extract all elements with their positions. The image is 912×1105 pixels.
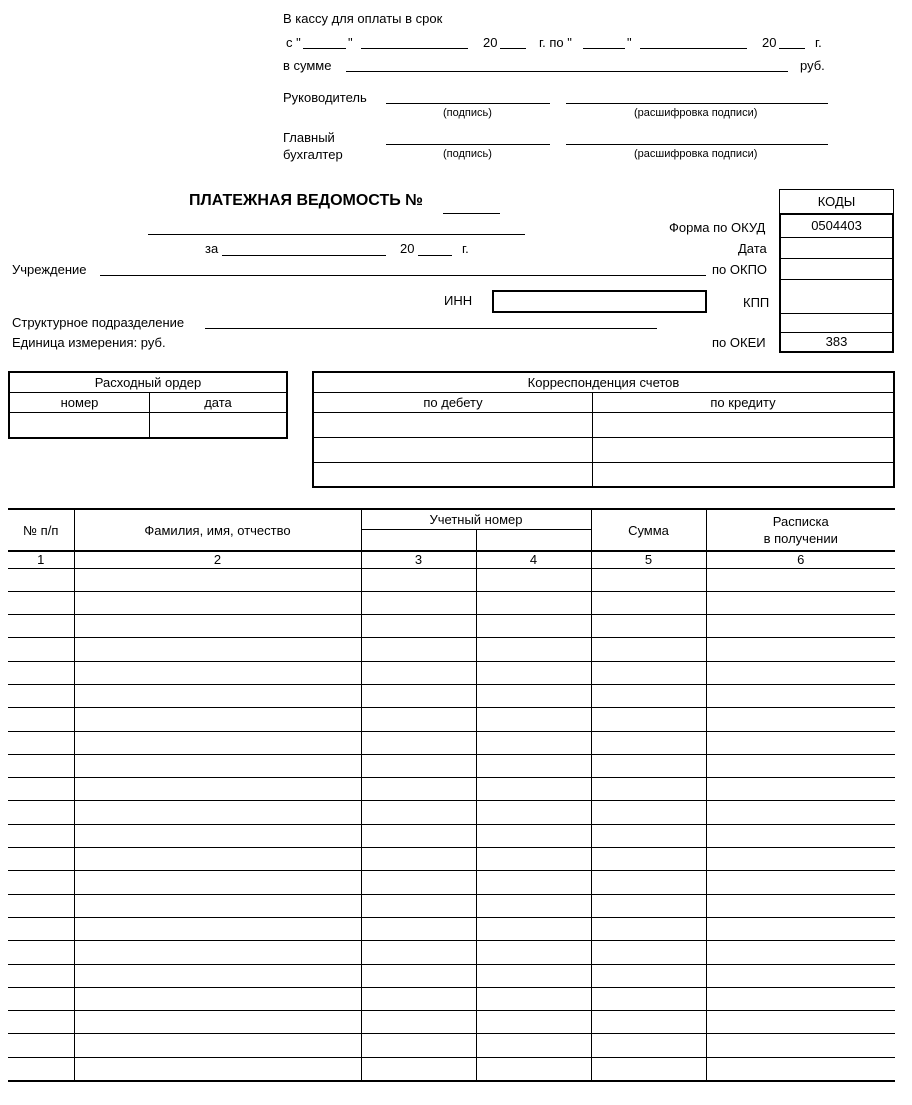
table-cell[interactable]: [361, 1011, 476, 1034]
table-cell[interactable]: [706, 661, 895, 684]
table-cell[interactable]: [74, 708, 361, 731]
table-cell[interactable]: [8, 1034, 74, 1057]
table-cell[interactable]: [476, 871, 591, 894]
table-cell[interactable]: [361, 801, 476, 824]
table-cell[interactable]: [476, 754, 591, 777]
table-cell[interactable]: [74, 1034, 361, 1057]
table-cell[interactable]: [476, 568, 591, 591]
table-cell[interactable]: [8, 684, 74, 707]
codes-inner: [779, 213, 894, 353]
credit-cell[interactable]: [593, 462, 895, 487]
table-cell[interactable]: [591, 848, 706, 871]
table-cell[interactable]: [74, 615, 361, 638]
expense-order-title: Расходный ордер: [9, 372, 287, 392]
table-cell[interactable]: [476, 731, 591, 754]
table-cell[interactable]: [74, 964, 361, 987]
col-receipt-header: [706, 509, 895, 551]
period-year-field[interactable]: [418, 255, 452, 256]
table-cell[interactable]: [8, 731, 74, 754]
table-cell[interactable]: [8, 824, 74, 847]
table-cell[interactable]: [476, 824, 591, 847]
period-year-prefix: 20: [400, 241, 415, 256]
table-cell[interactable]: [8, 871, 74, 894]
institution-field[interactable]: [100, 275, 706, 276]
table-cell[interactable]: [8, 964, 74, 987]
table-cell[interactable]: [74, 941, 361, 964]
table-cell[interactable]: [74, 894, 361, 917]
expense-order-date-cell[interactable]: [150, 412, 288, 438]
table-cell[interactable]: [476, 778, 591, 801]
table-cell[interactable]: [361, 568, 476, 591]
table-cell[interactable]: [706, 1034, 895, 1057]
document-title: ПЛАТЕЖНАЯ ВЕДОМОСТЬ №: [189, 192, 423, 209]
period-field[interactable]: [222, 255, 386, 256]
table-cell[interactable]: [8, 1057, 74, 1080]
table-cell[interactable]: [74, 591, 361, 614]
to-label: г. по ": [539, 35, 572, 50]
table-cell[interactable]: [591, 661, 706, 684]
manager-decode-field[interactable]: [566, 103, 828, 104]
table-cell[interactable]: [706, 778, 895, 801]
table-cell[interactable]: [591, 871, 706, 894]
table-row: [8, 1057, 895, 1080]
from-label: с ": [286, 35, 301, 50]
table-cell[interactable]: [476, 1034, 591, 1057]
table-cell[interactable]: [476, 615, 591, 638]
table-row: [8, 987, 895, 1010]
unit-of-measure: Единица измерения: руб.: [12, 335, 166, 350]
from-month-field[interactable]: [361, 48, 468, 49]
expense-order-number-cell[interactable]: [9, 412, 150, 438]
table-cell[interactable]: [8, 778, 74, 801]
table-cell[interactable]: [361, 1034, 476, 1057]
table-row: [8, 615, 895, 638]
table-row: [8, 1034, 895, 1057]
expense-order-table: [8, 371, 288, 439]
table-cell[interactable]: [74, 801, 361, 824]
table-cell[interactable]: [591, 615, 706, 638]
table-cell[interactable]: [706, 1011, 895, 1034]
accountant-decode-field[interactable]: [566, 144, 828, 145]
to-year-field[interactable]: [779, 48, 805, 49]
from-year-field[interactable]: [500, 48, 526, 49]
table-cell[interactable]: [74, 871, 361, 894]
col-number-4: 4: [476, 551, 591, 568]
table-cell[interactable]: [361, 871, 476, 894]
table-cell[interactable]: [476, 1011, 591, 1034]
cash-line: В кассу для оплаты в срок: [283, 11, 443, 26]
accountant-label: бухгалтер: [283, 147, 343, 162]
col-account-sub-2: [476, 529, 591, 551]
table-cell[interactable]: [361, 684, 476, 707]
table-cell[interactable]: [476, 1057, 591, 1080]
extra-code-cell[interactable]: [781, 313, 892, 333]
table-cell[interactable]: [361, 917, 476, 940]
table-row: [8, 568, 895, 591]
table-cell[interactable]: [591, 824, 706, 847]
okud-label: Форма по ОКУД: [669, 220, 766, 235]
table-cell[interactable]: [361, 754, 476, 777]
structural-unit-field[interactable]: [205, 328, 657, 329]
table-cell[interactable]: [706, 871, 895, 894]
col-num-header: № п/п: [8, 509, 74, 551]
table-cell[interactable]: [591, 591, 706, 614]
table-cell[interactable]: [476, 591, 591, 614]
accountant-signature-field[interactable]: [386, 144, 550, 145]
table-cell[interactable]: [591, 708, 706, 731]
table-row: [8, 661, 895, 684]
col-receipt-line-1: Расписка: [772, 514, 829, 529]
okpo-label: по ОКПО: [712, 262, 768, 277]
table-cell[interactable]: [476, 638, 591, 661]
table-cell[interactable]: [74, 731, 361, 754]
table-cell[interactable]: [706, 824, 895, 847]
table-cell[interactable]: [476, 661, 591, 684]
table-cell[interactable]: [361, 848, 476, 871]
table-cell[interactable]: [74, 987, 361, 1010]
table-cell[interactable]: [74, 824, 361, 847]
table-cell[interactable]: [8, 1011, 74, 1034]
table-cell[interactable]: [74, 684, 361, 707]
to-day-field[interactable]: [583, 48, 625, 49]
table-cell[interactable]: [706, 638, 895, 661]
table-row: [8, 638, 895, 661]
table-cell[interactable]: [706, 964, 895, 987]
col-number-5: 5: [591, 551, 706, 568]
manager-label: Руководитель: [283, 90, 367, 105]
from-quote: ": [348, 35, 353, 50]
table-cell[interactable]: [591, 894, 706, 917]
table-cell[interactable]: [8, 987, 74, 1010]
table-cell[interactable]: [8, 754, 74, 777]
debit-cell[interactable]: [313, 412, 593, 437]
table-cell[interactable]: [8, 801, 74, 824]
table-cell[interactable]: [591, 638, 706, 661]
expense-order-date-header: дата: [150, 392, 288, 412]
table-cell[interactable]: [361, 778, 476, 801]
table-cell[interactable]: [706, 894, 895, 917]
col-receipt-line-2: в получении: [763, 531, 838, 546]
table-row: [8, 848, 895, 871]
table-row: [8, 871, 895, 894]
table-cell[interactable]: [591, 778, 706, 801]
table-row: [8, 1011, 895, 1034]
date-code-cell[interactable]: [781, 237, 892, 259]
table-cell[interactable]: [8, 591, 74, 614]
table-cell[interactable]: [361, 638, 476, 661]
amount-field[interactable]: [346, 71, 788, 72]
debit-header: по дебету: [313, 392, 593, 412]
table-row: [8, 824, 895, 847]
table-cell[interactable]: [591, 941, 706, 964]
from-day-field[interactable]: [303, 48, 346, 49]
table-cell[interactable]: [361, 615, 476, 638]
table-row: [8, 894, 895, 917]
table-row: [8, 778, 895, 801]
period-year-suffix: г.: [462, 241, 469, 256]
table-row: [8, 731, 895, 754]
table-cell[interactable]: [476, 941, 591, 964]
to-year-prefix: 20: [762, 35, 777, 50]
col-name-header: Фамилия, имя, отчество: [74, 509, 361, 551]
table-cell[interactable]: [74, 848, 361, 871]
for-label: за: [205, 241, 219, 256]
table-cell[interactable]: [361, 964, 476, 987]
table-cell[interactable]: [8, 661, 74, 684]
codes-header: КОДЫ: [779, 189, 894, 214]
table-cell[interactable]: [74, 661, 361, 684]
correspondence-table: [312, 371, 895, 488]
table-cell[interactable]: [591, 1011, 706, 1034]
table-cell[interactable]: [706, 568, 895, 591]
okei-label: по ОКЕИ: [712, 335, 766, 350]
table-cell[interactable]: [591, 1057, 706, 1080]
table-cell[interactable]: [476, 708, 591, 731]
credit-cell[interactable]: [593, 437, 895, 462]
table-cell[interactable]: [706, 848, 895, 871]
table-cell[interactable]: [591, 987, 706, 1010]
table-cell[interactable]: [706, 987, 895, 1010]
table-cell[interactable]: [361, 1057, 476, 1080]
col-sum-header: Сумма: [591, 509, 706, 551]
table-cell[interactable]: [8, 941, 74, 964]
table-cell[interactable]: [74, 638, 361, 661]
debit-cell[interactable]: [313, 462, 593, 487]
table-cell[interactable]: [476, 987, 591, 1010]
kpp-code-cell[interactable]: [781, 279, 892, 314]
table-cell[interactable]: [8, 917, 74, 940]
table-cell[interactable]: [476, 801, 591, 824]
table-cell[interactable]: [361, 661, 476, 684]
table-cell[interactable]: [476, 964, 591, 987]
to-year-suffix: г.: [815, 35, 822, 50]
table-cell[interactable]: [591, 917, 706, 940]
inn-field[interactable]: [492, 290, 707, 313]
chief-label: Главный: [283, 130, 335, 145]
table-cell[interactable]: [706, 615, 895, 638]
structural-unit-label: Структурное подразделение: [12, 315, 185, 330]
table-cell[interactable]: [706, 941, 895, 964]
date-label: Дата: [738, 241, 767, 256]
table-cell[interactable]: [8, 894, 74, 917]
table-cell[interactable]: [706, 801, 895, 824]
table-cell[interactable]: [706, 708, 895, 731]
accountant-signature-caption: (подпись): [443, 148, 492, 160]
table-row: [8, 754, 895, 777]
table-cell[interactable]: [361, 987, 476, 1010]
table-cell[interactable]: [8, 638, 74, 661]
table-row: [8, 801, 895, 824]
rub-label: руб.: [800, 58, 825, 73]
table-cell[interactable]: [476, 848, 591, 871]
kpp-label: КПП: [743, 295, 770, 310]
to-month-field[interactable]: [640, 48, 747, 49]
manager-signature-field[interactable]: [386, 103, 550, 104]
col-account-sub-1: [361, 529, 476, 551]
table-cell[interactable]: [591, 568, 706, 591]
table-cell[interactable]: [361, 894, 476, 917]
accountant-decode-caption: (расшифровка подписи): [634, 148, 758, 160]
table-cell[interactable]: [8, 708, 74, 731]
table-cell[interactable]: [476, 917, 591, 940]
table-row: [8, 917, 895, 940]
table-cell[interactable]: [8, 568, 74, 591]
correspondence-title: Корреспонденция счетов: [313, 372, 894, 392]
manager-signature-caption: (подпись): [443, 107, 492, 119]
table-cell[interactable]: [706, 731, 895, 754]
okud-code-cell: 0504403: [781, 215, 892, 238]
table-cell[interactable]: [74, 1057, 361, 1080]
inn-label: ИНН: [444, 293, 473, 308]
table-cell[interactable]: [74, 754, 361, 777]
amount-label: в сумме: [283, 58, 332, 73]
col-number-2: 2: [74, 551, 361, 568]
table-cell[interactable]: [74, 568, 361, 591]
table-cell[interactable]: [591, 684, 706, 707]
table-row: [8, 964, 895, 987]
table-cell[interactable]: [361, 591, 476, 614]
col-account-header: Учетный номер: [361, 509, 591, 529]
col-number-6: 6: [706, 551, 895, 568]
col-number-3: 3: [361, 551, 476, 568]
manager-decode-caption: (расшифровка подписи): [634, 107, 758, 119]
col-number-1: 1: [8, 551, 74, 568]
okpo-code-cell[interactable]: [781, 258, 892, 280]
table-cell[interactable]: [706, 1057, 895, 1080]
title-underline-field[interactable]: [148, 234, 525, 235]
table-cell[interactable]: [8, 615, 74, 638]
institution-label: Учреждение: [12, 262, 87, 277]
from-year-prefix: 20: [483, 35, 498, 50]
table-cell[interactable]: [706, 684, 895, 707]
document-number-field[interactable]: [443, 213, 500, 214]
table-cell[interactable]: [361, 824, 476, 847]
table-cell[interactable]: [361, 708, 476, 731]
table-cell[interactable]: [361, 731, 476, 754]
table-cell[interactable]: [591, 754, 706, 777]
table-cell[interactable]: [74, 778, 361, 801]
table-cell[interactable]: [706, 591, 895, 614]
debit-cell[interactable]: [313, 437, 593, 462]
table-cell[interactable]: [476, 684, 591, 707]
credit-header: по кредиту: [593, 392, 895, 412]
table-cell[interactable]: [591, 964, 706, 987]
table-cell[interactable]: [74, 917, 361, 940]
table-cell[interactable]: [591, 731, 706, 754]
table-row: [8, 591, 895, 614]
expense-order-number-header: номер: [9, 392, 150, 412]
table-cell[interactable]: [706, 917, 895, 940]
codes-box: [779, 189, 894, 353]
okei-code-cell: 383: [825, 334, 848, 349]
table-cell[interactable]: [8, 848, 74, 871]
table-cell[interactable]: [361, 941, 476, 964]
table-row: [8, 684, 895, 707]
payroll-table: [8, 508, 895, 1082]
to-quote: ": [627, 35, 632, 50]
table-cell[interactable]: [476, 894, 591, 917]
table-cell[interactable]: [706, 754, 895, 777]
column-numbers-row: [8, 551, 895, 568]
table-cell[interactable]: [74, 1011, 361, 1034]
credit-cell[interactable]: [593, 412, 895, 437]
table-cell[interactable]: [591, 801, 706, 824]
table-cell[interactable]: [591, 1034, 706, 1057]
table-row: [8, 708, 895, 731]
table-row: [8, 941, 895, 964]
